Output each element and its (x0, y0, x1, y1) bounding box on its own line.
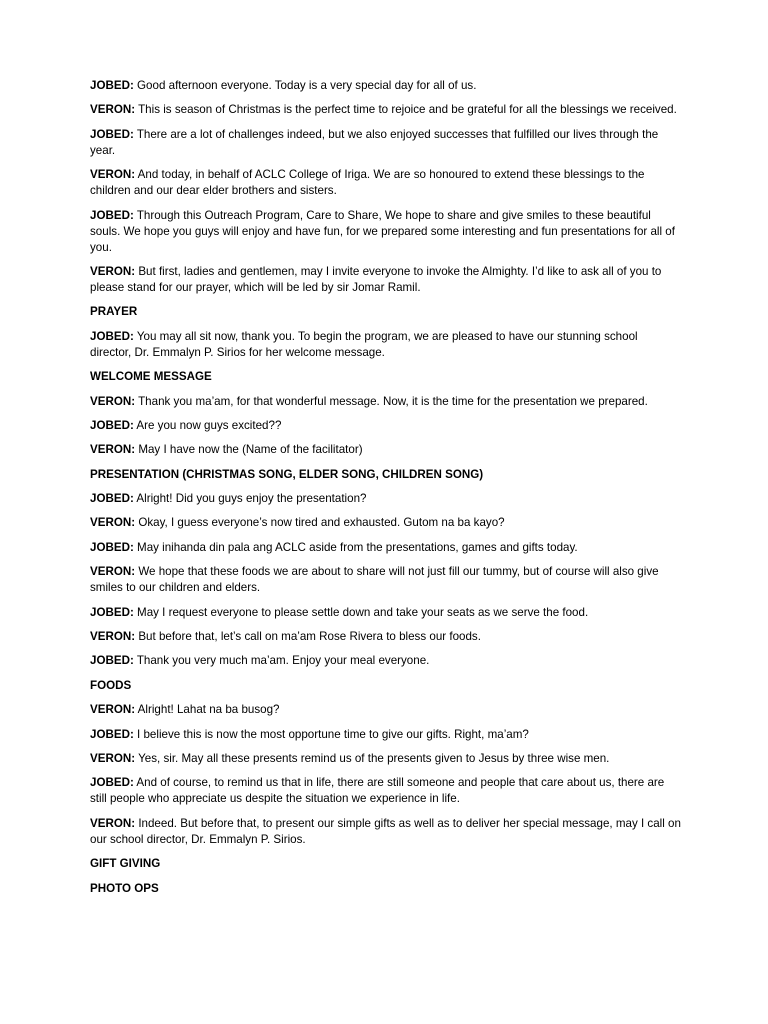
section-heading: FOODS (90, 678, 132, 692)
dialogue-text: But before that, let’s call on ma’am Rose Rivera to bless our foods. (135, 630, 481, 644)
dialogue-text: Alright! Did you guys enjoy the presentation? (133, 492, 367, 506)
speaker-name: VERON: (90, 103, 136, 117)
dialogue-line (90, 727, 682, 743)
speaker-name: VERON: (90, 816, 136, 830)
speaker-name: VERON: (90, 565, 136, 579)
dialogue-line (90, 127, 682, 159)
dialogue-line (90, 167, 682, 199)
section-heading: PRESENTATION (CHRISTMAS SONG, ELDER SONG, CHILDREN SONG) (90, 467, 484, 481)
dialogue-text: This is season of Christmas is the perfect time to rejoice and be grateful for all the blessings we received. (135, 103, 677, 117)
dialogue-text: Indeed. But before that, to present our simple gifts as well as to deliver her special message, may I call on our school director, Dr. Emmalyn P. Sirios. (90, 816, 681, 846)
dialogue-line (90, 78, 682, 94)
speaker-name: JOBED: (90, 492, 134, 506)
dialogue-text: There are a lot of challenges indeed, but we also enjoyed successes that fulfilled our lives through the year. (90, 127, 659, 157)
dialogue-text: Thank you very much ma’am. Enjoy your meal everyone. (133, 654, 430, 668)
dialogue-text: Through this Outreach Program, Care to Share, We hope to share and give smiles to these beautiful souls. We hope you guys will enjoy and have fun, for we prepared some interesting and fun presentations for all of you. (90, 208, 675, 254)
speaker-name: JOBED: (90, 605, 134, 619)
speaker-name: VERON: (90, 394, 136, 408)
dialogue-line (90, 653, 682, 669)
speaker-name: VERON: (90, 516, 136, 530)
dialogue-line (90, 629, 682, 645)
speaker-name: VERON: (90, 630, 136, 644)
dialogue-text: Okay, I guess everyone’s now tired and exhausted. Gutom na ba kayo? (135, 516, 505, 530)
speaker-name: JOBED: (90, 208, 134, 222)
speaker-name: VERON: (90, 443, 136, 457)
document-page (90, 78, 682, 905)
speaker-name: VERON: (90, 751, 136, 765)
dialogue-line (90, 564, 682, 596)
speaker-name: JOBED: (90, 654, 134, 668)
speaker-name: VERON: (90, 168, 136, 182)
dialogue-text: I believe this is now the most opportune time to give our gifts. Right, ma’am? (133, 727, 529, 741)
dialogue-line (90, 208, 682, 256)
dialogue-text: Thank you ma’am, for that wonderful message. Now, it is the time for the presentation we prepared. (135, 394, 648, 408)
speaker-name: JOBED: (90, 127, 134, 141)
dialogue-line (90, 418, 682, 434)
dialogue-text: Are you now guys excited?? (133, 418, 282, 432)
speaker-name: JOBED: (90, 329, 134, 343)
dialogue-line (90, 442, 682, 458)
speaker-name: JOBED: (90, 540, 134, 554)
dialogue-line (90, 605, 682, 621)
dialogue-line (90, 394, 682, 410)
dialogue-line (90, 264, 682, 296)
dialogue-line (90, 702, 682, 718)
dialogue-line (90, 329, 682, 361)
dialogue-text: And today, in behalf of ACLC College of Iriga. We are so honoured to extend these blessings to the children and our dear elder brothers and sisters. (90, 168, 645, 198)
dialogue-line (90, 751, 682, 767)
dialogue-line (90, 540, 682, 556)
dialogue-line (90, 102, 682, 118)
dialogue-text: You may all sit now, thank you. To begin the program, we are pleased to have our stunning school director, Dr. Emmalyn P. Sirios for her welcome message. (90, 329, 638, 359)
dialogue-line (90, 816, 682, 848)
speaker-name: VERON: (90, 264, 136, 278)
dialogue-line (90, 775, 682, 807)
section-heading: WELCOME MESSAGE (90, 370, 212, 384)
section-heading: GIFT GIVING (90, 857, 161, 871)
dialogue-text: We hope that these foods we are about to share will not just fill our tummy, but of course will also give smiles to our children and elders. (90, 565, 659, 595)
dialogue-text: And of course, to remind us that in life, there are still someone and people that care about us, there are still people who appreciate us despite the situation we experience in life. (90, 776, 665, 806)
speaker-name: JOBED: (90, 776, 134, 790)
dialogue-text: May I request everyone to please settle down and take your seats as we serve the food. (133, 605, 589, 619)
section-heading: PHOTO OPS (90, 881, 159, 895)
dialogue-text: But first, ladies and gentlemen, may I invite everyone to invoke the Almighty. I’d like to ask all of you to please stand for our prayer, which will be led by sir Jomar Ramil. (90, 264, 662, 294)
dialogue-text: Yes, sir. May all these presents remind us of the presents given to Jesus by three wise men. (135, 751, 610, 765)
dialogue-line (90, 515, 682, 531)
speaker-name: JOBED: (90, 418, 134, 432)
dialogue-line (90, 491, 682, 507)
dialogue-text: May inihanda din pala ang ACLC aside from the presentations, games and gifts today. (133, 540, 578, 554)
speaker-name: JOBED: (90, 79, 134, 92)
speaker-name: JOBED: (90, 727, 134, 741)
speaker-name: VERON: (90, 703, 136, 717)
dialogue-text: May I have now the (Name of the facilitator) (135, 443, 363, 457)
dialogue-text: Good afternoon everyone. Today is a very special day for all of us. (133, 79, 477, 92)
section-heading: PRAYER (90, 305, 138, 319)
dialogue-text: Alright! Lahat na ba busog? (135, 703, 280, 717)
